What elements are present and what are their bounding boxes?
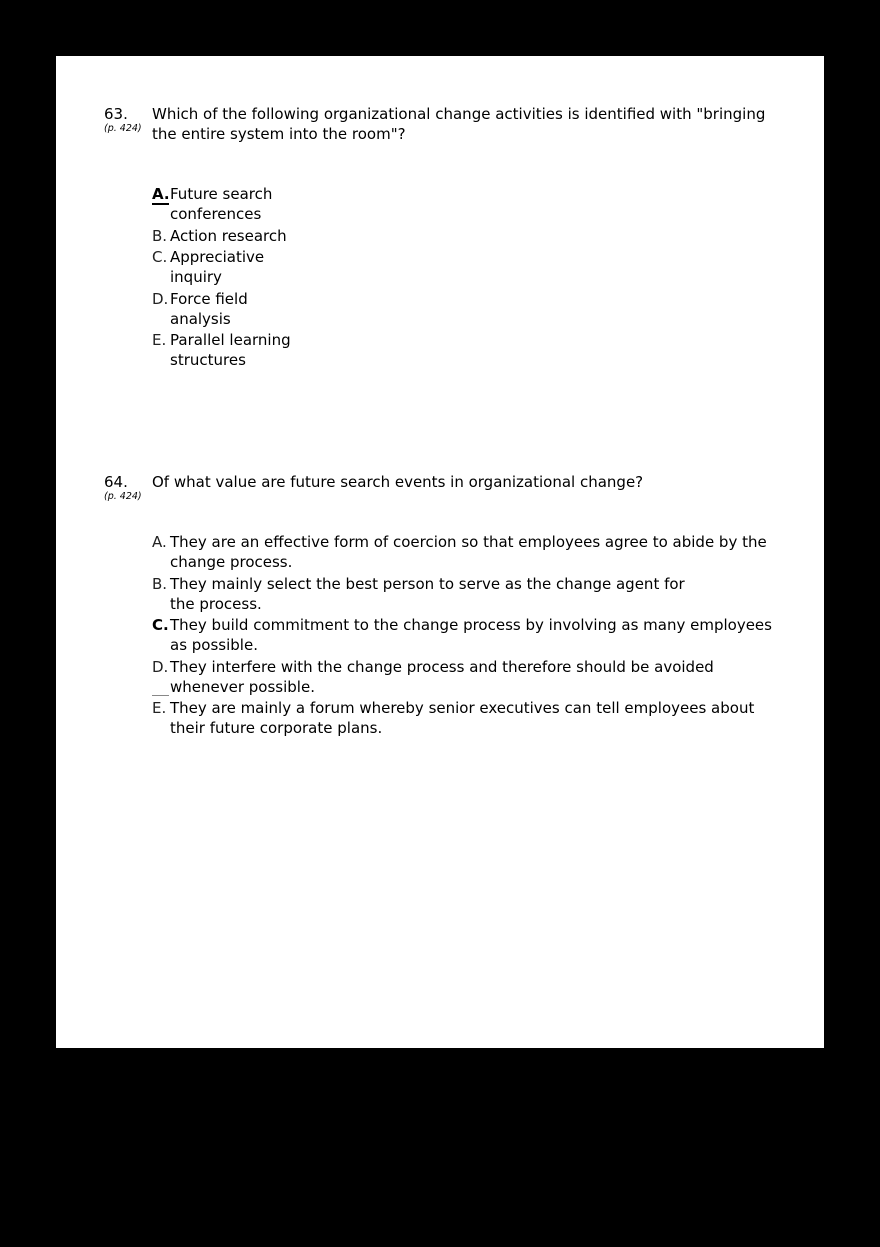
option-e	[152, 698, 777, 738]
option-text: They build commitment to the change process by involving as many employees as possible.	[170, 616, 772, 654]
option-text: Parallel learning structures	[170, 331, 291, 369]
page-reference: (p. 424)	[104, 123, 142, 134]
option-letter: C.	[152, 248, 168, 266]
option-letter: E.	[152, 699, 167, 717]
option-letter: B.	[152, 226, 168, 245]
option-letter: A.	[152, 533, 167, 551]
question-number: 63.	[104, 105, 128, 123]
option-text: They interfere with the change process and therefore should be avoided whenever possible.	[170, 657, 714, 696]
option-letter: D.	[152, 289, 169, 308]
option-c	[152, 247, 302, 287]
option-c	[152, 615, 777, 655]
option-d	[152, 657, 777, 697]
page-reference: (p. 424)	[104, 491, 142, 502]
option-e	[152, 330, 302, 370]
option-b	[152, 226, 302, 246]
option-letter: E.	[152, 331, 167, 349]
document-page	[56, 56, 824, 1048]
question-text: Which of the following organizational change activities is identified with "bringing the entire system into the room"?	[152, 105, 766, 143]
option-letter: A.	[152, 185, 170, 203]
option-letter: B.	[152, 574, 168, 593]
option-text: Force field analysis	[170, 289, 248, 328]
option-text: Action research	[170, 226, 287, 245]
option-text: Appreciative inquiry	[170, 248, 265, 286]
option-a	[152, 184, 302, 224]
question-text: Of what value are future search events in organizational change?	[152, 473, 644, 491]
option-text: They mainly select the best person to serve as the change agent for the process.	[170, 574, 685, 613]
correct-answer-underline	[152, 203, 169, 205]
option-text: They are an effective form of coercion so that employees agree to abide by the change process.	[170, 533, 767, 571]
answer-options	[152, 532, 777, 740]
answer-underline	[152, 695, 169, 696]
option-letter: C.	[152, 616, 169, 634]
question-number: 64.	[104, 473, 128, 491]
option-b	[152, 574, 777, 614]
option-text: Future search conferences	[170, 185, 273, 223]
option-text: They are mainly a forum whereby senior executives can tell employees about their future corporate plans.	[170, 699, 755, 737]
option-a	[152, 532, 777, 572]
option-letter: D.	[152, 657, 169, 676]
answer-options	[152, 184, 302, 372]
option-d	[152, 289, 302, 329]
